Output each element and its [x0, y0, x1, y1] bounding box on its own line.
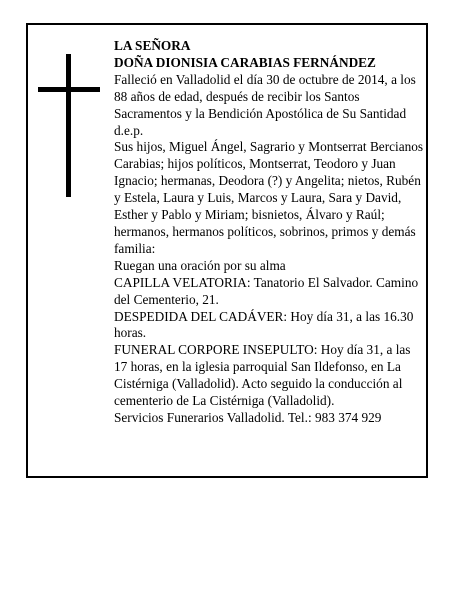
cross-icon	[38, 54, 100, 197]
farewell-info: DESPEDIDA DEL CADÁVER: Hoy día 31, a las 16.30 horas.	[114, 308, 414, 341]
obituary-text	[114, 38, 426, 427]
notice-heading: LA SEÑORA	[114, 38, 191, 53]
cross-vertical-bar	[66, 54, 71, 197]
wake-info: CAPILLA VELATORIA: Tanatorio El Salvador. Camino del Cementerio, 21.	[114, 274, 419, 307]
family-list: Sus hijos, Miguel Ángel, Sagrario y Montserrat Bercianos Carabias; hijos políticos, Montserrat, Teodoro y Juan Ignacio; hermanas, Deodora (?) y Angelita; nietos, Rubén y Estela, Laura y Luis, Marcos y Laura, Sara y David, Esther y Pablo y Miriam; bisnietos, Álvaro y Raúl; hermanos, hermanos políticos, sobrinos, primos y demás familia:	[114, 139, 424, 256]
death-statement: Falleció en Valladolid el día 30 de octubre de 2014, a los 88 años de edad, después de recibir los Santos Sacramentos y la Bendición Apostólica de Su Santidad d.e.p.	[114, 71, 416, 138]
services-contact: Servicios Funerarios Valladolid. Tel.: 983 374 929	[114, 409, 382, 425]
prayer-request: Ruegan una oración por su alma	[114, 257, 286, 273]
cross-horizontal-bar	[38, 87, 100, 92]
funeral-info: FUNERAL CORPORE INSEPULTO: Hoy día 31, a las 17 horas, en la iglesia parroquial San Ildefonso, en La Cistérniga (Valladolid). Acto seguido la conducción al cementerio de La Cistérniga (Valladolid).	[114, 342, 411, 409]
deceased-name: DOÑA DIONISIA CARABIAS FERNÁNDEZ	[114, 54, 376, 70]
